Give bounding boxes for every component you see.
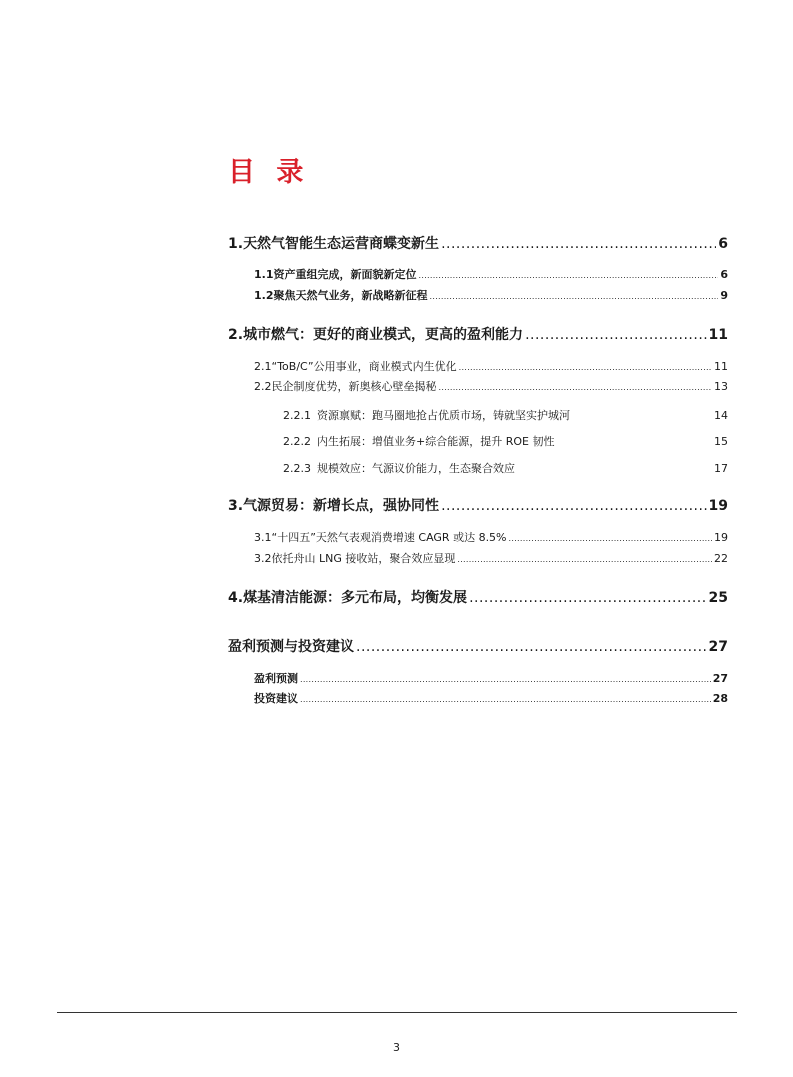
toc-entry-number: 4.	[228, 590, 244, 606]
toc-entry-number: 2.2.1	[283, 409, 311, 422]
toc-entry-label: 盈利预测与投资建议	[228, 639, 354, 655]
toc-entry-2-2-1[interactable]	[283, 407, 728, 423]
toc-entry-page: 11	[714, 360, 728, 373]
toc-entry-label: 依托舟山 LNG 接收站，聚合效应显现	[271, 552, 456, 565]
toc-entry-2-2-2[interactable]	[283, 433, 728, 449]
toc-entry-1-1[interactable]	[254, 266, 728, 282]
toc-entry-number: 3.2	[254, 552, 272, 565]
toc-entry-label: 规模效应：气源议价能力，生态聚合效应	[317, 462, 515, 475]
toc-entry-number: 3.1	[254, 531, 272, 544]
toc-entry-label: 天然气智能生态运营商蝶变新生	[243, 236, 440, 252]
toc-entry-label: “十四五”天然气表观消费增速 CAGR 或达 8.5%	[271, 531, 507, 544]
toc-entry-page: 15	[714, 435, 728, 448]
toc-entry-label: 气源贸易：新增长点，强协同性	[243, 498, 440, 514]
toc-entry-number: 2.2	[254, 380, 272, 393]
toc-entry-page: 25	[708, 590, 728, 606]
toc-entry-3-2[interactable]	[254, 550, 728, 566]
toc-entry-page: 27	[708, 639, 728, 655]
toc-leader-dots	[300, 695, 711, 704]
toc-leader-dots	[439, 383, 713, 392]
toc-entry-2-1[interactable]	[254, 358, 728, 374]
toc-entry-number: 2.	[228, 327, 244, 343]
toc-entry-page: 13	[714, 380, 728, 393]
toc-entry-page: 11	[708, 327, 728, 343]
toc-entry-page: 6	[718, 236, 728, 252]
page-number: 3	[393, 1041, 400, 1054]
toc-entry-number: 1.	[228, 236, 244, 252]
toc-entry-number: 1.2	[254, 289, 274, 302]
toc-entry-number: 2.2.3	[283, 462, 311, 475]
toc-leader-dots	[509, 534, 712, 543]
toc-entry-page: 17	[714, 462, 728, 475]
toc-entry-page: 19	[714, 531, 728, 544]
toc-entry-label: 盈利预测	[254, 672, 298, 685]
toc-entry-2[interactable]	[228, 324, 728, 344]
toc-entry-forecast[interactable]	[254, 670, 728, 686]
toc-entry-forecast-advice[interactable]	[228, 636, 728, 656]
toc-leader-dots	[525, 327, 706, 343]
toc-entry-number: 3.	[228, 498, 244, 514]
toc-leader-dots	[356, 639, 707, 655]
toc-entry-label: 煤基清洁能源：多元布局，均衡发展	[243, 590, 468, 606]
toc-entry-label: 民企制度优势，新奥核心壁垒揭秘	[271, 380, 437, 393]
toc-leader-dots	[459, 363, 712, 372]
toc-leader-dots	[419, 271, 719, 280]
toc-entry-label: 聚焦天然气业务，新战略新征程	[273, 289, 428, 302]
footer-divider	[57, 1012, 737, 1013]
toc-entry-2-2[interactable]	[254, 378, 728, 394]
toc-leader-dots	[457, 555, 712, 564]
toc-entry-page: 19	[708, 498, 728, 514]
toc-entry-1-2[interactable]	[254, 287, 728, 303]
toc-entry-label: 投资建议	[254, 692, 298, 705]
toc-entry-page: 27	[712, 672, 728, 685]
toc-entry-page: 9	[720, 289, 728, 302]
toc-leader-dots	[441, 498, 706, 514]
toc-leader-dots	[300, 675, 711, 684]
toc-entry-2-2-3[interactable]	[283, 460, 728, 476]
toc-entry-3[interactable]	[228, 495, 728, 515]
toc-leader-dots	[441, 236, 716, 252]
toc-entry-page: 14	[714, 409, 728, 422]
toc-entry-label: 资产重组完成，新面貌新定位	[273, 268, 417, 281]
toc-leader-dots	[430, 292, 719, 301]
toc-entry-page: 22	[714, 552, 728, 565]
toc-entry-page: 6	[720, 268, 728, 281]
toc-entry-number: 2.2.2	[283, 435, 311, 448]
toc-title: 目 录	[228, 157, 310, 188]
toc-entry-number: 1.1	[254, 268, 274, 281]
toc-entry-4[interactable]	[228, 587, 728, 607]
toc-entry-label: 城市燃气：更好的商业模式，更高的盈利能力	[243, 327, 524, 343]
toc-entry-label: 资源禀赋：跑马圈地抢占优质市场，铸就坚实护城河	[317, 409, 570, 422]
toc-entry-3-1[interactable]	[254, 529, 728, 545]
toc-entry-1[interactable]	[228, 233, 728, 253]
toc-entry-label: 内生拓展：增值业务+综合能源，提升 ROE 韧性	[317, 435, 555, 448]
toc-entry-page: 28	[712, 692, 728, 705]
toc-leader-dots	[469, 590, 706, 606]
toc-entry-label: “ToB/C”公用事业，商业模式内生优化	[271, 360, 457, 373]
toc-entry-advice[interactable]	[254, 690, 728, 706]
toc-entry-number: 2.1	[254, 360, 272, 373]
